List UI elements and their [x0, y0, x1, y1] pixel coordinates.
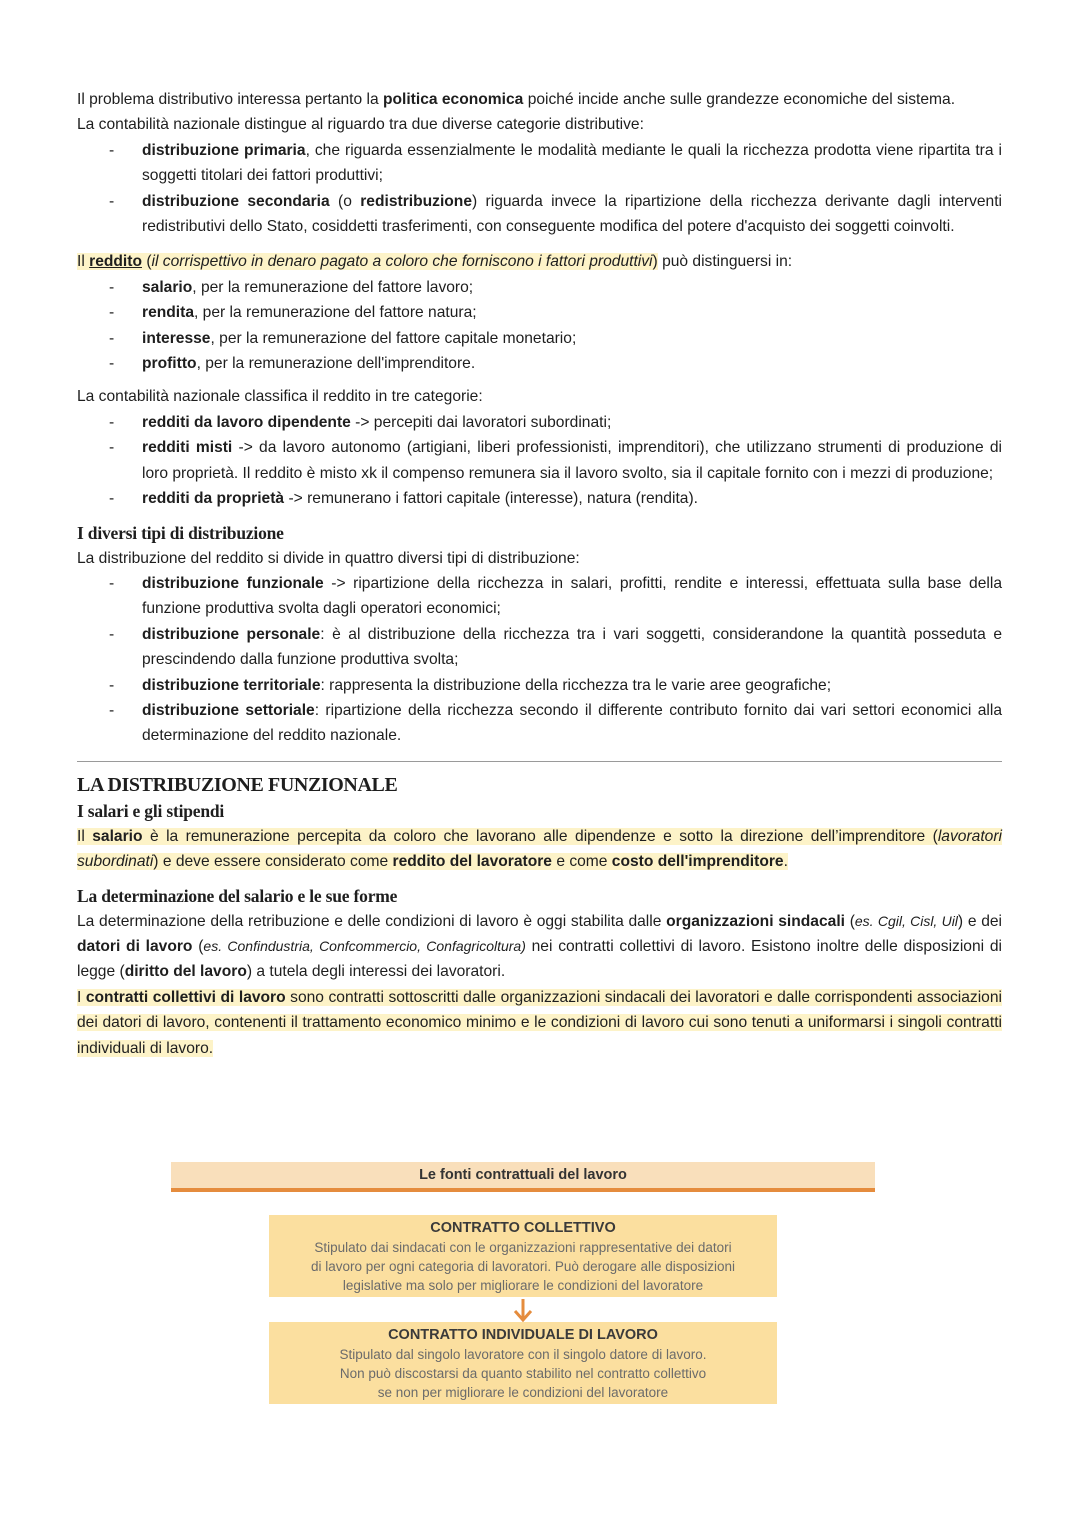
list-item: - interesse, per la remunerazione del fattore capitale monetario;: [77, 326, 1002, 351]
section-heading: I diversi tipi di distribuzione: [77, 522, 284, 543]
contratti-collettivi-paragraph: I contratti collettivi di lavoro sono contratti sottoscritti dalle organizzazioni sindacali dei lavoratori e dalle corrispondenti associazioni dei datori di lavoro, contenenti il trattamento economico minimo e le condizioni di lavoro cui sono tenuti a uniformarsi i singoli contratti individuali di lavoro.: [77, 988, 1002, 1057]
contratto-individuale-box: [269, 1322, 777, 1404]
list-item: - distribuzione secondaria (o redistribuzione) riguarda invece la ripartizione della ricchezza derivante dagli interventi redistributivi dello Stato, cosiddetti trasferimenti, con conseguente modifica del potere d'acquisto dei soggetti coinvolti.: [77, 189, 1002, 240]
down-arrow-icon: [512, 1299, 534, 1323]
list-item: - redditi da lavoro dipendente -> percepiti dai lavoratori subordinati;: [77, 410, 1002, 435]
box-text-line: di lavoro per ogni categoria di lavoratori. Può derogare alle disposizioni: [311, 1259, 735, 1274]
section-heading: La determinazione del salario e le sue forme: [77, 885, 398, 906]
list-item: - profitto, per la remunerazione dell'imprenditore.: [77, 351, 1002, 376]
list-item: - salario, per la remunerazione del fattore lavoro;: [77, 275, 1002, 300]
diagram-banner: Le fonti contrattuali del lavoro: [171, 1162, 875, 1192]
list-item: - distribuzione primaria, che riguarda essenzialmente le modalità mediante le quali la ricchezza prodotta viene ripartita tra i soggetti titolari dei fattori produttivi;: [77, 138, 1002, 189]
box-title: CONTRATTO INDIVIDUALE DI LAVORO: [388, 1327, 658, 1343]
document-body: [77, 87, 1002, 1061]
section-divider: [77, 761, 1002, 762]
page-title: LA DISTRIBUZIONE FUNZIONALE: [77, 773, 398, 796]
salario-definition: Il salario è la remunerazione percepita da coloro che lavorano alle dipendenze e sotto la direzione dell’imprenditore (lavoratori subordinati) e deve essere considerato come reddito del lavoratore e come costo dell'imprenditore.: [77, 827, 1002, 871]
distribution-categories-list: [77, 138, 1002, 240]
box-text-line: Stipulato dal singolo lavoratore con il singolo datore di lavoro.: [339, 1347, 707, 1362]
list-item: - distribuzione territoriale: rappresenta la distribuzione della ricchezza tra le varie aree geografiche;: [77, 673, 1002, 698]
list-item: - distribuzione settoriale: ripartizione della ricchezza secondo il differente contributo fornito dai vari settori economici alla determinazione del reddito nazionale.: [77, 698, 1002, 749]
box-text-line: Stipulato dai sindacati con le organizzazioni rappresentative dei datori: [314, 1240, 732, 1255]
box-text-line: legislative ma solo per migliorare le condizioni del lavoratore: [342, 1278, 704, 1293]
list-item: - rendita, per la remunerazione del fattore natura;: [77, 300, 1002, 325]
categorie-intro: La contabilità nazionale classifica il reddito in tre categorie:: [77, 388, 483, 406]
reddito-definition: Il reddito (il corrispettivo in denaro pagato a coloro che forniscono i fattori produttivi) può distinguersi in:: [77, 253, 793, 271]
determinazione-paragraph: La determinazione della retribuzione e delle condizioni di lavoro è oggi stabilita dalle organizzazioni sindacali (es. Cgil, Cisl, Uil) e dei datori di lavoro (es. Confindustria, Confcommercio, Confagricoltura) nei contratti collettivi di lavoro. Esistono inoltre delle disposizioni di legge (diritto del lavoro) a tutela degli interessi dei lavoratori.: [77, 912, 1003, 981]
list-item: - distribuzione funzionale -> ripartizione della ricchezza in salari, profitti, rendite e interessi, effettuata sulla base della funzione produttiva svolta dagli operatori economici;: [77, 571, 1002, 622]
intro-paragraph-2: La contabilità nazionale distingue al riguardo tra due diverse categorie distributive:: [77, 116, 644, 134]
contratto-collettivo-box: [269, 1215, 777, 1297]
section-heading: I salari e gli stipendi: [77, 800, 225, 821]
box-text-line: se non per migliorare le condizioni del lavoratore: [377, 1385, 669, 1400]
reddito-categories-list: [77, 410, 1002, 512]
list-item: - redditi misti -> da lavoro autonomo (artigiani, liberi professionisti, imprenditori), che utilizzano strumenti di produzione di loro proprietà. Il reddito è misto xk il compenso remunera sia il lavoro svolto, sia il capitale fornito con i mezzi di produzione;: [77, 435, 1002, 486]
reddito-types-list: [77, 275, 1002, 377]
tipi-intro: La distribuzione del reddito si divide in quattro diversi tipi di distribuzione:: [77, 549, 580, 567]
box-title: CONTRATTO COLLETTIVO: [430, 1220, 616, 1236]
list-item: - redditi da proprietà -> remunerano i fattori capitale (interesse), natura (rendita).: [77, 486, 1002, 511]
distribution-types-list: [77, 571, 1002, 749]
list-item: - distribuzione personale: è al distribuzione della ricchezza tra i vari soggetti, considerandone la quantità posseduta e prescindendo dalla funzione produttiva svolta;: [77, 622, 1002, 673]
box-text-line: Non può discostarsi da quanto stabilito nel contratto collettivo: [339, 1366, 707, 1381]
intro-paragraph-1: Il problema distributivo interessa pertanto la politica economica poiché incide anche sulle grandezze economiche del sistema.: [77, 91, 956, 108]
